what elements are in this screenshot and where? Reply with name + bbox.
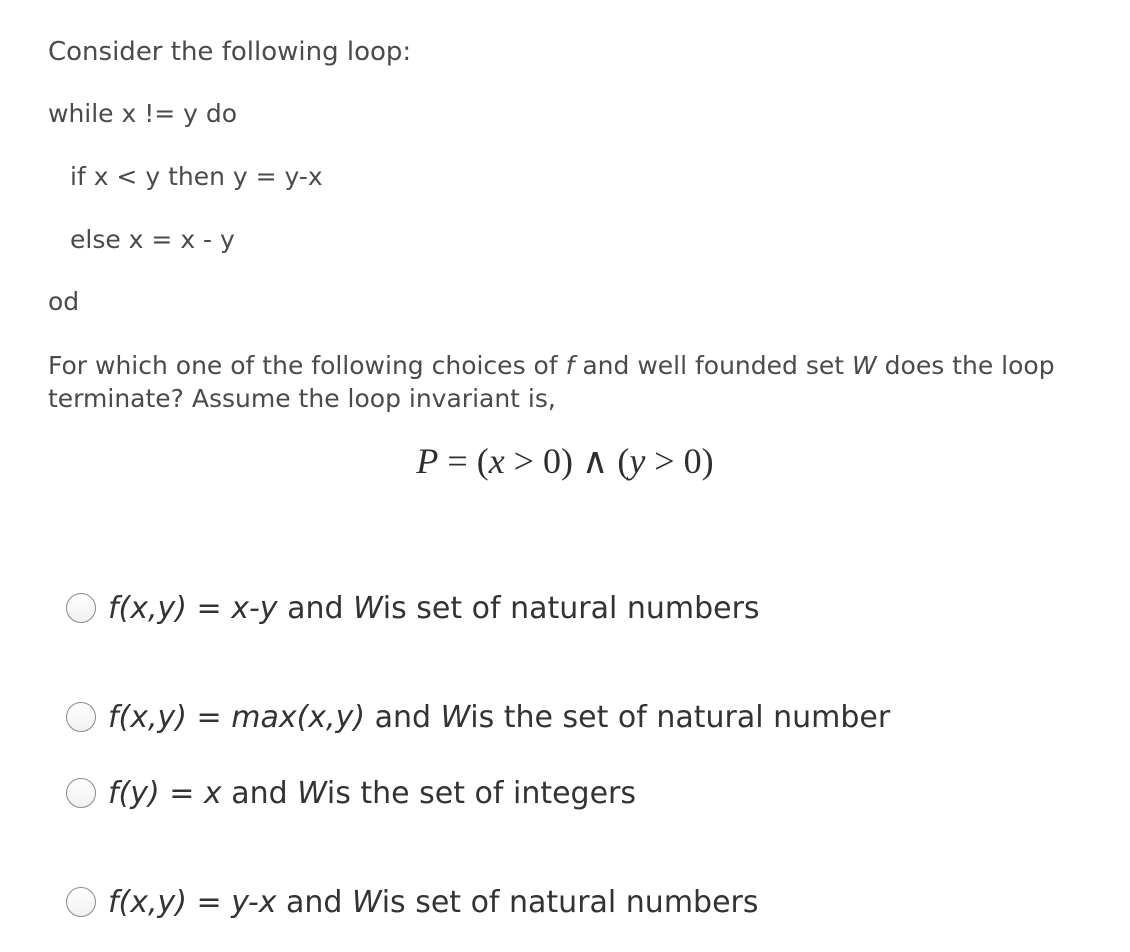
radio-button[interactable] <box>66 702 96 732</box>
answer-option-label: f(x,y) = y-x and Wis set of natural numbers <box>108 884 759 920</box>
code-line-if: if x < y then y = y-x <box>70 162 323 191</box>
code-line-od: od <box>48 287 80 316</box>
answer-option-label: f(y) = x and Wis the set of integers <box>108 775 637 811</box>
invariant-equation: P = (x > 0) ∧ (y > 0) <box>416 441 714 481</box>
answer-option-label: f(x,y) = max(x,y) and Wis the set of natural number <box>108 699 891 735</box>
answer-option-1[interactable] <box>66 588 760 628</box>
radio-button[interactable] <box>66 593 96 623</box>
answer-option-4[interactable] <box>66 882 759 922</box>
answer-option-label: f(x,y) = x-y and Wis set of natural numbers <box>108 590 760 626</box>
answer-option-2[interactable] <box>66 697 890 737</box>
radio-button[interactable] <box>66 778 96 808</box>
code-line-else: else x = x - y <box>70 225 235 254</box>
code-line-while: while x != y do <box>48 99 238 128</box>
question-prompt: For which one of the following choices of f and well founded set W does the loop terminate? Assume the loop invariant is, <box>48 351 1055 413</box>
question-intro: Consider the following loop: <box>48 37 412 67</box>
answer-option-3[interactable] <box>66 773 636 813</box>
radio-button[interactable] <box>66 887 96 917</box>
